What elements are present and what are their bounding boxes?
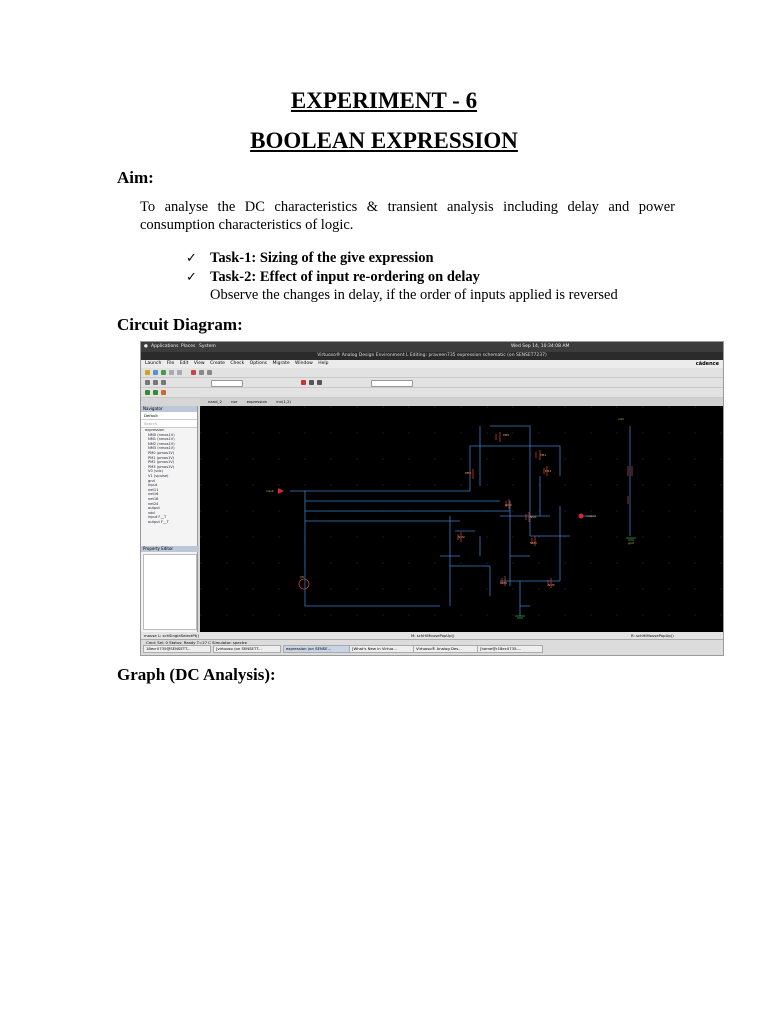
experiment-subtitle: BOOLEAN EXPRESSION [250,128,518,153]
tab-expression[interactable]: expression [246,399,268,404]
tree-item[interactable]: input [148,483,158,488]
tree-item[interactable]: output F__T [148,519,169,524]
clock: Wed Sep 14, 10:34:08 AM [511,344,570,349]
checkmark-icon: ✓ [186,270,197,285]
menu-create[interactable]: Create [209,361,225,366]
cadence-logo: cādence [695,361,719,367]
svg-text:vdd: vdd [618,417,624,421]
open-icon[interactable] [153,370,158,375]
search-field[interactable] [371,380,413,387]
property-editor-header: Property Editor [141,546,199,552]
wire-icon[interactable] [301,380,306,385]
status-command-line: Cmd: Sel: 0 Status: Ready T=27 C Simulator: spectre [146,640,247,645]
status-bar [141,632,723,639]
checkmark-icon: ✓ [186,251,197,266]
menu-places[interactable]: Places [181,344,196,349]
menu-window[interactable]: Window [295,361,313,366]
svg-text:output: output [586,514,596,518]
svg-text:PM0: PM0 [503,433,510,437]
navigator-tree [141,428,197,524]
status-mouse-mid: M: schHiMousePopUp() [411,633,455,638]
circuit-screenshot [140,341,724,656]
copy-icon[interactable] [199,370,204,375]
tree-item[interactable]: net11 [148,487,159,492]
pin-icon[interactable] [317,380,322,385]
zoom-in-icon[interactable] [153,380,158,385]
instance-icon[interactable] [309,380,314,385]
tab-inv[interactable]: inv(1,2) [276,399,292,404]
select-icon[interactable] [145,380,150,385]
tree-item[interactable]: PM1 (pmos1V) [148,455,175,460]
taskbar-item[interactable]: [What's New in Virtuo... [349,645,415,653]
menu-migrate[interactable]: Migrate [272,361,290,366]
schematic-tabs [200,398,723,406]
tree-item[interactable]: net24 [148,501,159,506]
svg-text:NM4: NM4 [500,581,507,585]
svg-text:PM3: PM3 [545,469,552,473]
svg-text:NM3: NM3 [530,541,537,545]
tab-nor[interactable]: nor [231,399,238,404]
menu-options[interactable]: Options [249,361,268,366]
tree-item[interactable]: vdd [148,510,155,515]
move-icon[interactable] [207,370,212,375]
svg-text:PM1: PM1 [540,453,547,457]
taskbar-item[interactable]: expression (on SENSE... [283,645,351,653]
circuit-heading: Circuit Diagram: [117,315,243,334]
simulate-icon[interactable] [153,390,158,395]
undo-icon[interactable] [169,370,174,375]
tree-item[interactable]: V0 (vdc) [148,469,164,474]
svg-text:input: input [266,489,274,493]
taskbar-item[interactable]: [home@r18ec0735-... [477,645,543,653]
toolbar-1 [141,368,723,378]
task-label: Task-1: [210,250,257,266]
new-icon[interactable] [145,370,150,375]
navigator-panel [141,406,198,632]
graph-heading: Graph (DC Analysis): [117,665,276,684]
toolbar-3 [141,388,723,398]
status-mouse-left: mouse L: schSingleSelectPt() [144,633,200,638]
aim-heading: Aim: [117,168,154,187]
tree-item[interactable]: input F__T [148,515,167,520]
menu-view[interactable]: View [193,361,205,366]
aim-text: To analyse the DC characteristics & transient analysis including delay and power consumption characteristics of logic. [140,199,675,233]
menu-system[interactable]: System [199,344,216,349]
tree-item[interactable]: NM3 (nmos1V) [148,446,175,451]
menu-bar [141,360,723,368]
tree-item[interactable]: net16 [148,492,159,497]
window-title: Virtuoso® Analog Design Environment L Editing: praveen735 expression schematic (on SENSET7237) [141,352,723,360]
tree-item[interactable]: output [148,506,160,511]
check-save-icon[interactable] [145,390,150,395]
svg-text:gnd: gnd [628,541,634,545]
stop-icon[interactable] [161,390,166,395]
filter-select[interactable]: Default [141,412,197,420]
taskbar-item[interactable]: 18ecr0735@SENSETT... [143,645,211,653]
schematic-drawing [200,406,723,632]
observe-note: Observe the changes in delay, if the order of inputs applied is reversed [210,287,618,303]
tree-item[interactable]: V1 (vpulse) [148,473,169,478]
svg-text:NM2: NM2 [458,535,465,539]
svg-text:PM2: PM2 [465,471,472,475]
svg-text:NM0: NM0 [505,503,512,507]
svg-text:NM1: NM1 [530,515,537,519]
desktop-top-panel [141,342,723,352]
navigator-search[interactable]: Search [141,420,197,428]
tree-item[interactable]: net18 [148,496,159,501]
menu-help[interactable]: Help [318,361,329,366]
tree-item[interactable]: NM2 (nmos1V) [148,441,175,446]
task-text: Effect of input re-ordering on delay [259,269,480,285]
delete-icon[interactable] [191,370,196,375]
task-text: Sizing of the give expression [259,250,434,266]
property-editor [143,554,197,630]
redo-icon[interactable] [177,370,182,375]
taskbar-item[interactable]: Virtuoso® Analog Des... [413,645,479,653]
tree-item[interactable]: NM1 (nmos1V) [148,437,175,442]
taskbar-item[interactable]: [virtuoso (on SENSETT... [213,645,281,653]
tree-item[interactable]: PM2 (pmos1V) [148,460,175,465]
menu-applications[interactable]: Applications [151,344,179,349]
experiment-title: EXPERIMENT - 6 [290,88,478,113]
apps-icon: ● [144,344,148,349]
svg-text:NM5: NM5 [548,583,555,587]
tree-item[interactable]: expression [145,428,165,432]
svg-text:V0: V0 [300,575,304,579]
menu-edit[interactable]: Edit [179,361,189,366]
tree-item[interactable]: gnd [148,478,155,483]
task-label: Task-2: [210,269,257,285]
tab-nand2[interactable]: nand_2 [208,399,222,404]
task-item [186,249,480,268]
save-icon[interactable] [161,370,166,375]
tree-item[interactable]: PM0 (pmos1V) [148,450,175,455]
schematic-canvas[interactable] [200,406,723,632]
task-list [186,249,480,287]
toolbar-2 [141,378,723,388]
navigator-header: Navigator [141,406,197,412]
task-item [186,268,480,287]
menu-file[interactable]: File [166,361,175,366]
tree-item[interactable]: PM3 (pmos1V) [148,464,175,469]
status-mouse-right: R: schHiMousePopUp() [631,633,674,638]
workspace-select[interactable] [211,380,243,387]
menu-check[interactable]: Check [230,361,245,366]
menu-launch[interactable]: Launch [145,361,162,366]
zoom-out-icon[interactable] [161,380,166,385]
tree-item[interactable]: NM0 (nmos1V) [148,432,175,437]
desktop-taskbar [141,639,723,656]
